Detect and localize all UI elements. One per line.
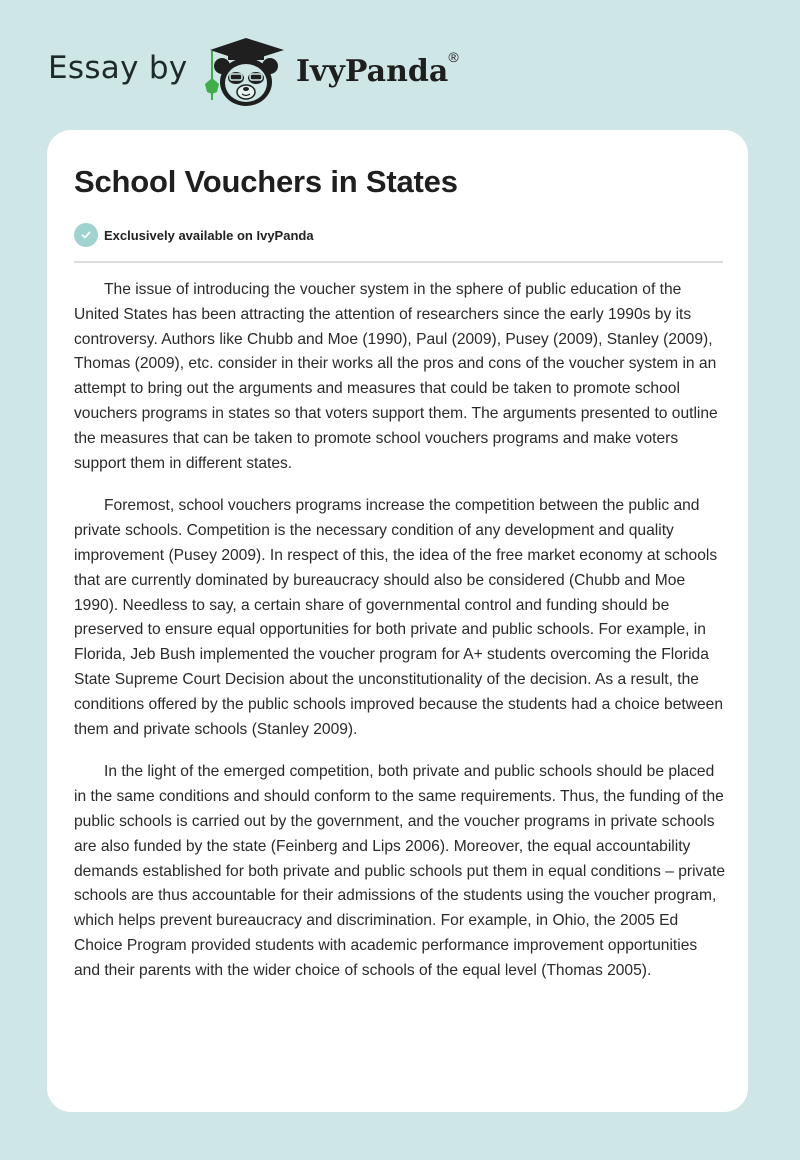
brand-logo-text[interactable] bbox=[296, 49, 459, 89]
registered-mark: ® bbox=[448, 49, 459, 65]
paragraph: In the light of the emerged competition, both private and public schools should be placed in the same conditions and should conform to the same requirements. Thus, the funding of the public schools is carried out by the government, and the voucher programs in private schools are also funded by the state (Feinberg and Lips 2006). Moreover, the equal accountability demands established for both private and public schools put them in equal conditions – private schools are thus accountable for their admissions of the students using the voucher program, which helps prevent bureaucracy and discrimination. For example, in Ohio, the 2005 Ed Choice Program provided students with academic performance improvement opportunities and their parents with the wider choice of schools of the equal level (Thomas 2005). bbox=[74, 763, 726, 979]
check-circle-icon bbox=[74, 223, 98, 247]
brand-name: IvyPanda bbox=[296, 54, 449, 89]
divider bbox=[74, 261, 723, 263]
paragraph: The issue of introducing the voucher system in the sphere of public education of the United States has been attracting the attention of researchers since the early 1990s by its controversy. Authors like Chubb and Moe (1990), Paul (2009), Pusey (2009), Stanley (2009), Thomas (2009), etc. consider in their works all the pros and cons of the voucher system in an attempt to bring out the arguments and measures that could be taken to promote school vouchers programs in states so that voters support them. The arguments presented to outline the measures that can be taken to promote school vouchers programs and make voters support them in different states. bbox=[74, 281, 718, 472]
essay-by-label: Essay by bbox=[48, 50, 188, 86]
panda-graduate-icon[interactable] bbox=[200, 36, 292, 108]
page-title: School Vouchers in States bbox=[74, 164, 458, 199]
paragraph: Foremost, school vouchers programs increase the competition between the public and private schools. Competition is the necessary condition of any development and quality improvement (Pusey 2009). In respect of this, the idea of the free market economy at schools that are currently dominated by bureaucracy should also be considered (Chubb and Moe 1990). Needless to say, a certain share of governmental control and funding should be preserved to ensure equal opportunities for both private and public schools. For example, in Florida, Jeb Bush implemented the voucher program for A+ students overcoming the Florida State Supreme Court Decision about the unconstitutionality of the decision. As a result, the conditions offered by the public schools improved because the students had a choice between them and private schools (Stanley 2009). bbox=[74, 497, 724, 738]
essay-card bbox=[47, 130, 748, 1112]
site-header bbox=[0, 0, 800, 120]
exclusive-badge bbox=[74, 223, 314, 247]
essay-body bbox=[74, 278, 726, 1002]
exclusive-badge-label: Exclusively available on IvyPanda bbox=[104, 227, 314, 243]
